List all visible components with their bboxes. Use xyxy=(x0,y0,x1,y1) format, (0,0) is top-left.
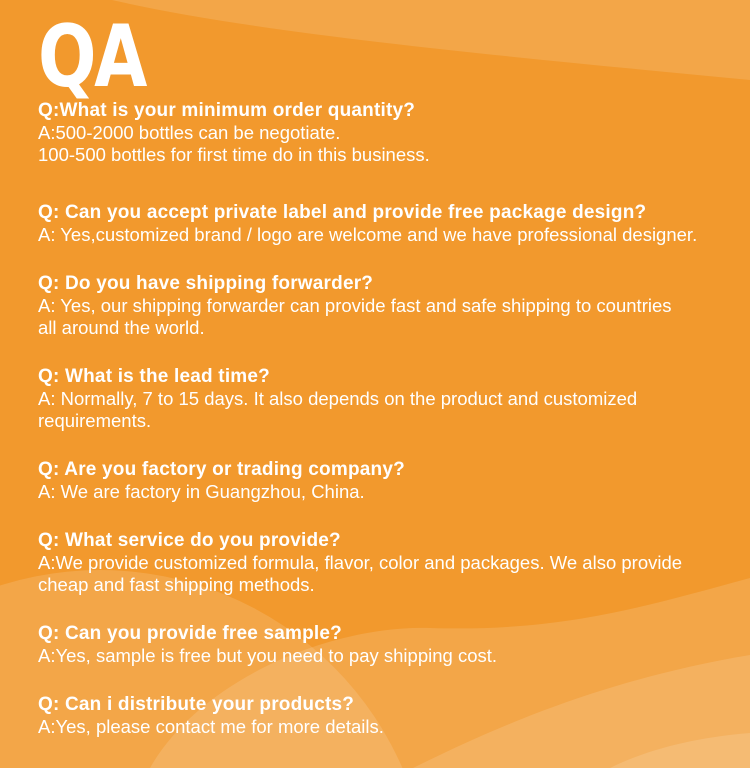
faq-list xyxy=(38,100,738,738)
faq-question: Q:What is your minimum order quantity? xyxy=(38,100,416,121)
faq-item xyxy=(38,273,738,339)
faq-item xyxy=(38,202,738,246)
faq-question: Q: What is the lead time? xyxy=(38,366,270,387)
faq-question: Q: Do you have shipping forwarder? xyxy=(38,273,374,294)
faq-item xyxy=(38,623,738,667)
faq-question: Q: Can you accept private label and provide free package design? xyxy=(38,202,647,223)
faq-answers xyxy=(38,388,738,432)
faq-answer-line: all around the world. xyxy=(38,317,205,338)
faq-item xyxy=(38,100,738,166)
faq-answer-line: 100-500 bottles for first time do in this business. xyxy=(38,144,430,165)
faq-question: Q: Are you factory or trading company? xyxy=(38,459,405,480)
faq-answer-line: A:Yes, please contact me for more details. xyxy=(38,716,384,737)
faq-answers xyxy=(38,481,738,503)
faq-answer-line: A: Normally, 7 to 15 days. It also depends on the product and customized xyxy=(38,388,638,409)
faq-answers xyxy=(38,645,738,667)
faq-answer-line: A: Yes,customized brand / logo are welcome and we have professional designer. xyxy=(38,224,698,245)
faq-answer-line: A: We are factory in Guangzhou, China. xyxy=(38,481,365,502)
faq-answer-line: cheap and fast shipping methods. xyxy=(38,574,315,595)
faq-answer-line: requirements. xyxy=(38,410,152,431)
faq-answer-line: A:500-2000 bottles can be negotiate. xyxy=(38,122,341,143)
faq-answer-line: A: Yes, our shipping forwarder can provide fast and safe shipping to countries xyxy=(38,295,672,316)
faq-answers xyxy=(38,295,738,339)
page-title: QA xyxy=(38,7,145,107)
faq-answer-line: A:Yes, sample is free but you need to pay shipping cost. xyxy=(38,645,498,666)
faq-item xyxy=(38,459,738,503)
faq-question: Q: Can you provide free sample? xyxy=(38,623,342,644)
faq-answers xyxy=(38,552,738,596)
faq-answer-line: A:We provide customized formula, flavor, color and packages. We also provide xyxy=(38,552,683,573)
faq-item xyxy=(38,694,738,738)
content-column xyxy=(38,0,738,765)
faq-item xyxy=(38,366,738,432)
faq-answers xyxy=(38,122,738,166)
faq-item xyxy=(38,530,738,596)
faq-question: Q: Can i distribute your products? xyxy=(38,694,355,715)
faq-answers xyxy=(38,224,738,246)
faq-question: Q: What service do you provide? xyxy=(38,530,341,551)
faq-answers xyxy=(38,716,738,738)
